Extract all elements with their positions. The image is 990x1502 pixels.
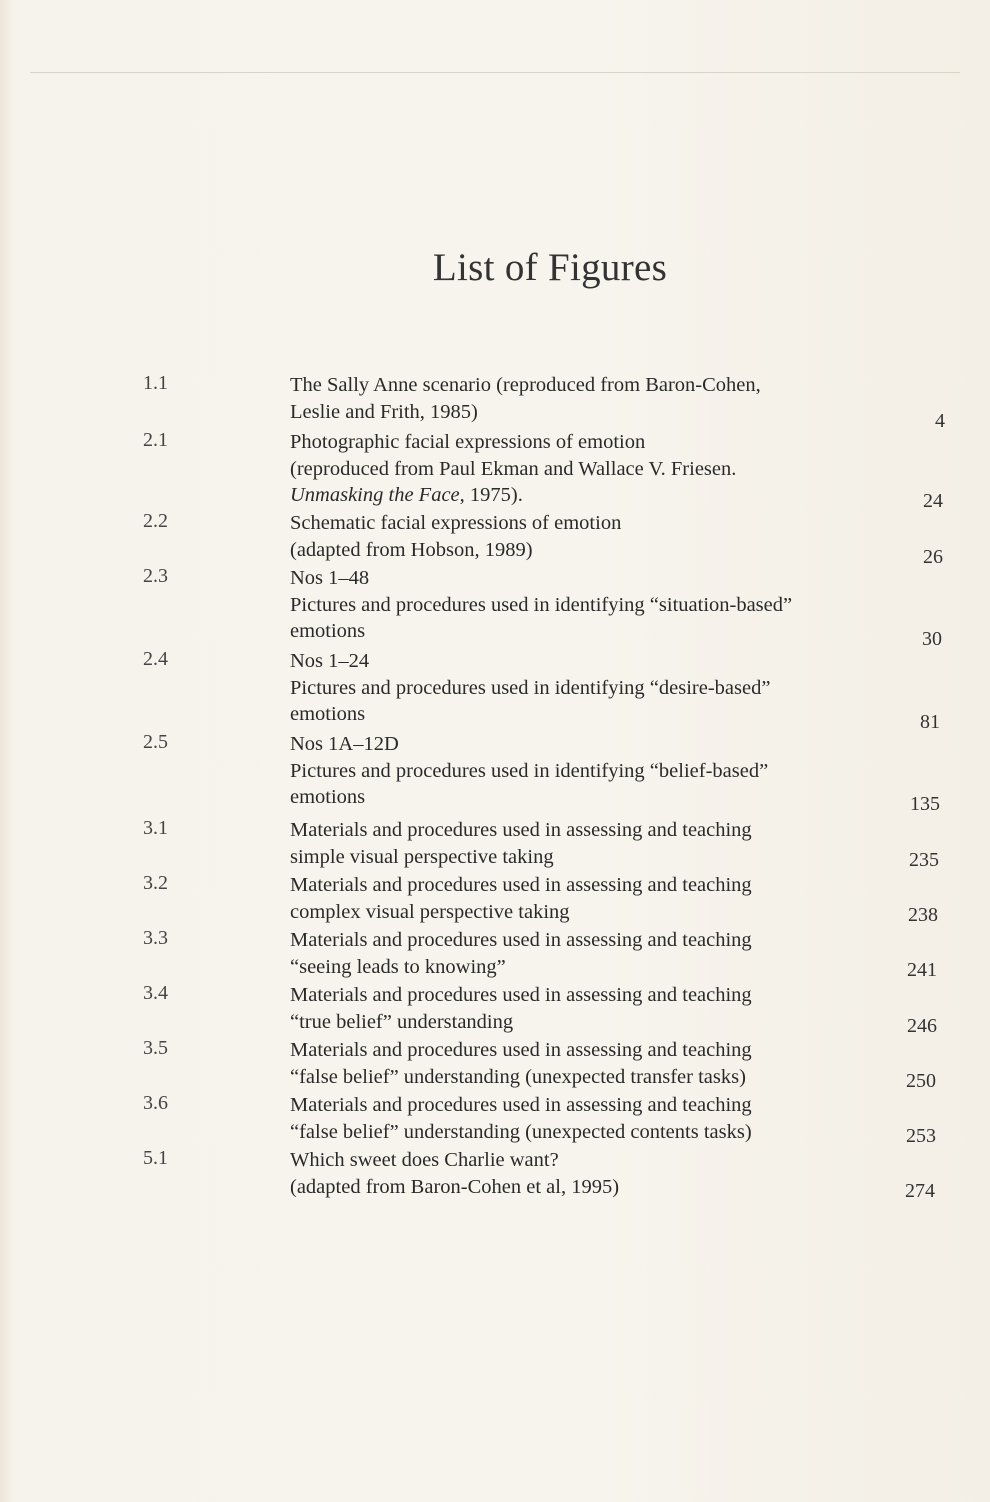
caption-line: Materials and procedures used in assessing and teaching — [290, 1094, 752, 1116]
figure-page-number: 4 — [935, 410, 945, 432]
figure-number: 2.4 — [143, 648, 168, 670]
caption-line: “true belief” understanding — [290, 1010, 514, 1033]
page-title: List of Figures — [432, 246, 668, 289]
figure-number: 2.2 — [143, 510, 168, 532]
caption-line: simple visual perspective taking — [290, 845, 554, 868]
caption-line: (adapted from Hobson, 1989) — [290, 538, 533, 561]
caption-line: Nos 1–24 — [290, 650, 370, 672]
figure-number: 2.5 — [143, 731, 168, 753]
caption-line: The Sally Anne scenario (reproduced from Baron-Cohen, — [290, 374, 761, 396]
figure-page-number: 24 — [923, 490, 943, 512]
caption-line: Materials and procedures used in assessing and teaching — [290, 819, 752, 841]
caption-line: Leslie and Frith, 1985) — [290, 400, 478, 423]
figure-number: 3.3 — [143, 927, 168, 949]
figure-caption — [290, 1092, 890, 1145]
caption-line: Which sweet does Charlie want? — [290, 1149, 559, 1171]
figure-caption — [290, 927, 890, 980]
figure-page-number: 81 — [920, 711, 940, 733]
figure-page-number: 241 — [907, 959, 937, 981]
figure-page-number: 250 — [906, 1070, 936, 1092]
figure-number: 3.1 — [143, 817, 168, 839]
caption-line: “false belief” understanding (unexpected contents tasks) — [290, 1120, 752, 1143]
caption-line: emotions — [290, 786, 366, 808]
caption-line: emotions — [290, 703, 366, 725]
caption-line: Materials and procedures used in assessing and teaching — [290, 984, 752, 1006]
caption-line: Unmasking the Face, 1975). — [290, 484, 523, 506]
figure-caption — [290, 1037, 890, 1090]
caption-line: (adapted from Baron-Cohen et al, 1995) — [290, 1175, 620, 1198]
figure-number: 5.1 — [143, 1147, 168, 1169]
caption-line: Materials and procedures used in assessing and teaching — [290, 929, 752, 951]
figure-caption — [290, 510, 890, 563]
figure-number: 3.2 — [143, 872, 168, 894]
caption-line: Nos 1A–12D — [290, 733, 399, 755]
figure-number: 3.6 — [143, 1092, 168, 1114]
figure-page-number: 274 — [905, 1180, 935, 1202]
caption-line: Pictures and procedures used in identifying “belief-based” — [290, 759, 769, 782]
figure-page-number: 235 — [909, 849, 939, 871]
figure-caption — [290, 731, 890, 811]
figure-page-number: 26 — [923, 546, 943, 568]
figure-number: 3.5 — [143, 1037, 168, 1059]
caption-line: Materials and procedures used in assessing and teaching — [290, 874, 752, 896]
caption-line: “false belief” understanding (unexpected transfer tasks) — [290, 1065, 746, 1088]
figure-number: 1.1 — [143, 372, 168, 394]
figure-caption — [290, 372, 890, 425]
caption-line: Photographic facial expressions of emotion — [290, 431, 646, 453]
caption-line: Nos 1–48 — [290, 567, 370, 589]
caption-line: complex visual perspective taking — [290, 900, 570, 923]
caption-line: (reproduced from Paul Ekman and Wallace V. Friesen. — [290, 457, 737, 480]
caption-line: Materials and procedures used in assessing and teaching — [290, 1039, 752, 1061]
figure-caption — [290, 982, 890, 1035]
figure-caption — [290, 565, 890, 645]
caption-line: emotions — [290, 620, 366, 642]
figure-page-number: 253 — [906, 1125, 936, 1147]
figure-number: 3.4 — [143, 982, 168, 1004]
figure-page-number: 135 — [910, 793, 940, 815]
figure-caption — [290, 817, 890, 870]
figure-number: 2.1 — [143, 429, 168, 451]
figure-caption — [290, 1147, 890, 1200]
figure-caption — [290, 429, 890, 509]
caption-line: “seeing leads to knowing” — [290, 955, 506, 978]
figure-page-number: 30 — [922, 628, 942, 650]
figure-page-number: 246 — [907, 1015, 937, 1037]
figure-caption — [290, 648, 890, 728]
caption-line: Schematic facial expressions of emotion — [290, 512, 622, 534]
top-rule — [30, 72, 960, 73]
figure-page-number: 238 — [908, 904, 938, 926]
figure-number: 2.3 — [143, 565, 168, 587]
figure-caption — [290, 872, 890, 925]
caption-line: Pictures and procedures used in identifying “situation-based” — [290, 593, 793, 616]
caption-line: Pictures and procedures used in identifying “desire-based” — [290, 676, 771, 699]
